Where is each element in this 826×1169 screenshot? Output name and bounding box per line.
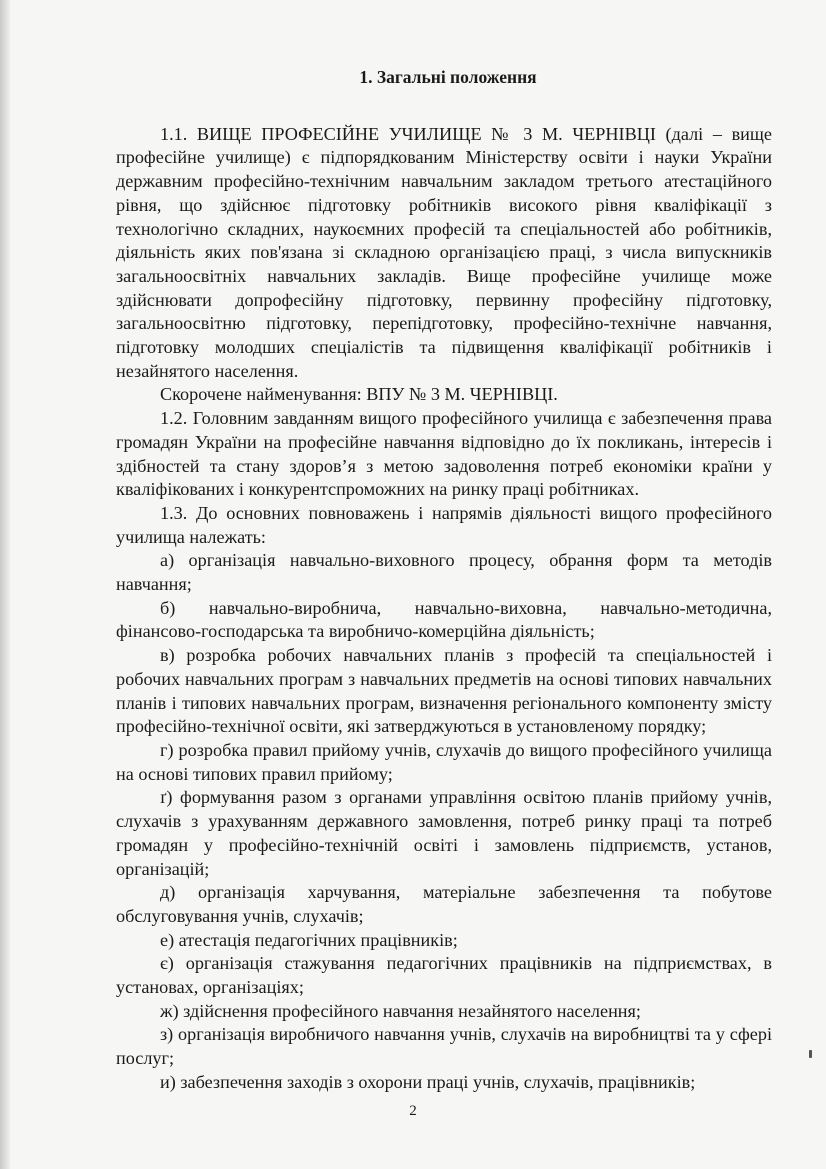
paragraph-1-3: 1.3. До основних повноважень і напрямів діяльності вищого професійного училища належать: — [116, 502, 772, 547]
list-item-v: в) розробка робочих навчальних планів з професій та спеціальностей і робочих навчальних програм з навчальних предметів на основі типових навчальних планів і типових навчальних програм, визначення регіонального компоненту змісту професійно-технічної освіти, які затверджуються в установленому порядку; — [116, 645, 772, 737]
list-item-g: ґ) формування разом з органами управління освітою планів прийому учнів, слухачів з урахуванням державного замовлення, потреб ринку праці та потреб громадян у професійно-технічній освіті і замовлень підприємств, установ, організацій; — [116, 787, 772, 879]
list-item-a: а) організація навчально-виховного процесу, обрання форм та методів навчання; — [116, 550, 772, 595]
list-item-y: и) забезпечення заходів з охорони праці учнів, слухачів, працівників; — [160, 1071, 696, 1092]
document-body — [116, 66, 772, 1095]
paragraph-1-2: 1.2. Головним завданням вищого професійного училища є забезпечення права громадян України на професійне навчання відповідно до їх покликань, інтересів і здібностей та стану здоров’я з метою задоволення потреб економіки країни у кваліфікованих і конкурентспроможних на ринку праці робітниках. — [116, 408, 772, 500]
list-item-e: е) атестація педагогічних працівників; — [160, 929, 458, 950]
list-item-d: д) організація харчування, матеріальне забезпечення та побутове обслуговування учнів, слухачів; — [116, 882, 772, 926]
section-heading: 1. Загальні положення — [359, 67, 537, 87]
short-name-paragraph: Скорочене найменування: ВПУ № 3 М. ЧЕРНІВЦІ. — [160, 384, 558, 405]
page-number: 2 — [409, 1103, 417, 1119]
paragraph-1-1: 1.1. ВИЩЕ ПРОФЕСІЙНЕ УЧИЛИЩЕ № 3 М. ЧЕРНІВЦІ (далі – вище професійне училище) є підпорядкованим Міністерству освіти і науки України державним професійно-технічним навчальним закладом третього атестаційного рівня, що здійснює підготовку робітників високого рівня кваліфікації з технологічно складних, наукоємних професій та спеціальностей або робітників, діяльність яких пов'язана зі складною організацією праці, з числа випускників загальноосвітніх навчальних закладів. Вище професійне училище може здійснювати допрофесійну підготовку, первинну професійну підготовку, загальноосвітню підготовку, перепідготовку, професійно-технічне навчання, підготовку молодших спеціалістів та підвищення кваліфікації робітників і незайнятого населення. — [116, 123, 772, 381]
scan-speck — [809, 1050, 812, 1058]
list-item-z: з) організація виробничого навчання учнів, слухачів на виробництві та у сфері послуг; — [116, 1024, 772, 1069]
list-item-zh: ж) здійснення професійного навчання незайнятого населення; — [160, 1000, 641, 1021]
list-item-h: г) розробка правил прийому учнів, слухачів до вищого професійного училища на основі типових правил прийому; — [116, 739, 772, 784]
list-item-ye: є) організація стажування педагогічних працівників на підприємствах, в установах, організаціях; — [116, 953, 772, 998]
scan-edge-shadow — [0, 0, 10, 1169]
list-item-b: б) навчально-виробнича, навчально-виховна, навчально-методична, фінансово-господарська та виробничо-комерційна діяльність; — [116, 597, 772, 642]
